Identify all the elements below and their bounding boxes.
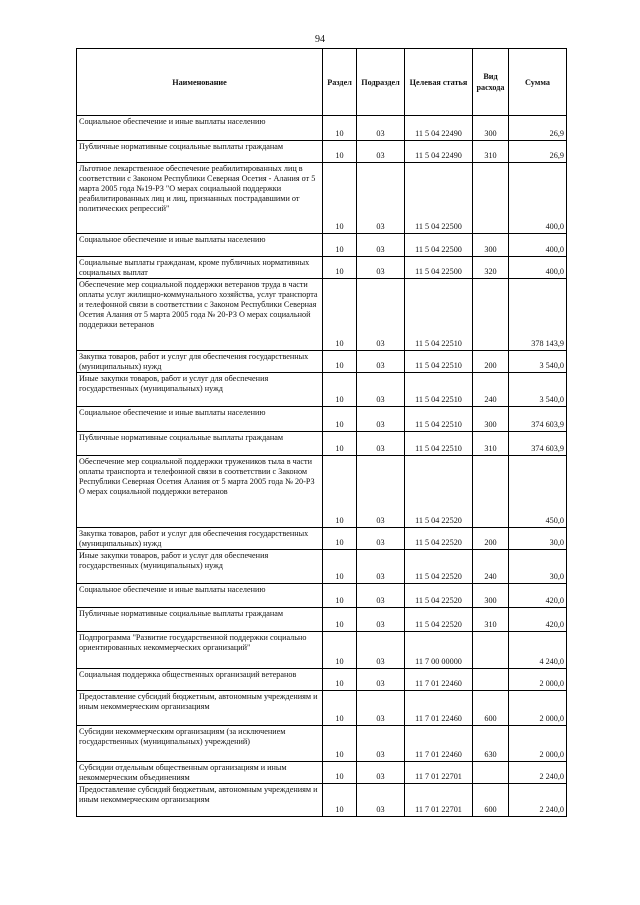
row-target: 11 7 01 22701 [405, 762, 473, 784]
row-subsection: 03 [357, 691, 405, 726]
row-section: 10 [323, 691, 357, 726]
row-expense-type [473, 163, 509, 234]
row-section: 10 [323, 234, 357, 257]
row-amount: 4 240,0 [509, 632, 567, 669]
row-name: Публичные нормативные социальные выплаты гражданам [77, 432, 323, 456]
row-name: Предоставление субсидий бюджетным, автономным учреждениям и иным некоммерческим организациям [77, 784, 323, 817]
table-row [77, 669, 567, 691]
row-subsection: 03 [357, 234, 405, 257]
row-expense-type: 300 [473, 584, 509, 608]
row-target: 11 5 04 22490 [405, 141, 473, 163]
row-subsection: 03 [357, 456, 405, 528]
budget-table [76, 48, 567, 817]
table-row [77, 351, 567, 373]
row-expense-type: 310 [473, 608, 509, 632]
row-section: 10 [323, 669, 357, 691]
table-row [77, 726, 567, 762]
table-row [77, 608, 567, 632]
row-amount: 2 000,0 [509, 726, 567, 762]
row-amount: 3 540,0 [509, 351, 567, 373]
table-row [77, 234, 567, 257]
row-amount: 2 000,0 [509, 691, 567, 726]
row-section: 10 [323, 257, 357, 279]
page-number: 94 [315, 34, 325, 45]
row-section: 10 [323, 279, 357, 351]
row-name: Иные закупки товаров, работ и услуг для обеспечения государственных (муниципальных) нужд [77, 373, 323, 407]
table-row [77, 373, 567, 407]
row-section: 10 [323, 373, 357, 407]
row-expense-type [473, 632, 509, 669]
header-amount: Сумма [509, 49, 567, 116]
row-subsection: 03 [357, 257, 405, 279]
row-amount: 400,0 [509, 234, 567, 257]
row-name: Публичные нормативные социальные выплаты гражданам [77, 608, 323, 632]
row-section: 10 [323, 762, 357, 784]
table-row [77, 407, 567, 432]
row-amount: 420,0 [509, 584, 567, 608]
row-expense-type: 300 [473, 116, 509, 141]
row-subsection: 03 [357, 163, 405, 234]
table-row [77, 550, 567, 584]
row-subsection: 03 [357, 584, 405, 608]
row-target: 11 5 04 22520 [405, 456, 473, 528]
row-section: 10 [323, 351, 357, 373]
row-target: 11 5 04 22500 [405, 257, 473, 279]
header-section: Раздел [323, 49, 357, 116]
table-body [77, 116, 567, 817]
row-target: 11 5 04 22490 [405, 116, 473, 141]
row-section: 10 [323, 784, 357, 817]
row-target: 11 5 04 22520 [405, 550, 473, 584]
row-amount: 400,0 [509, 163, 567, 234]
table-row [77, 257, 567, 279]
header-target: Целевая статья [405, 49, 473, 116]
header-subsection: Подраздел [357, 49, 405, 116]
row-amount: 374 603,9 [509, 407, 567, 432]
row-target: 11 7 00 00000 [405, 632, 473, 669]
row-subsection: 03 [357, 632, 405, 669]
row-name: Подпрограмма "Развитие государственной поддержки социально ориентированных некоммерческих организаций" [77, 632, 323, 669]
row-target: 11 7 01 22460 [405, 691, 473, 726]
row-name: Социальное обеспечение и иные выплаты населению [77, 584, 323, 608]
row-subsection: 03 [357, 762, 405, 784]
row-name: Предоставление субсидий бюджетным, автономным учреждениям и иным некоммерческим организациям [77, 691, 323, 726]
row-section: 10 [323, 432, 357, 456]
row-section: 10 [323, 407, 357, 432]
table-row [77, 762, 567, 784]
row-amount: 2 240,0 [509, 784, 567, 817]
row-subsection: 03 [357, 726, 405, 762]
row-target: 11 5 04 22510 [405, 373, 473, 407]
row-name: Льготное лекарственное обеспечение реабилитированных лиц в соответствии с Законом Республики Северная Осетия - Алания от 5 марта 2005 года №19-РЗ "О мерах социальной поддержки реабилитированных лиц и лиц, признанных пострадавшими от политических репрессий" [77, 163, 323, 234]
row-subsection: 03 [357, 373, 405, 407]
table-row [77, 456, 567, 528]
row-amount: 26,9 [509, 116, 567, 141]
row-name: Закупка товаров, работ и услуг для обеспечения государственных (муниципальных) нужд [77, 351, 323, 373]
row-target: 11 5 04 22500 [405, 234, 473, 257]
table-row [77, 279, 567, 351]
row-target: 11 7 01 22460 [405, 669, 473, 691]
row-amount: 400,0 [509, 257, 567, 279]
row-amount: 2 000,0 [509, 669, 567, 691]
row-target: 11 5 04 22510 [405, 432, 473, 456]
row-expense-type: 600 [473, 784, 509, 817]
row-amount: 26,9 [509, 141, 567, 163]
row-amount: 30,0 [509, 528, 567, 550]
row-amount: 378 143,9 [509, 279, 567, 351]
table-row [77, 584, 567, 608]
row-target: 11 7 01 22701 [405, 784, 473, 817]
table-row [77, 528, 567, 550]
row-subsection: 03 [357, 608, 405, 632]
row-amount: 450,0 [509, 456, 567, 528]
row-expense-type: 300 [473, 407, 509, 432]
row-target: 11 5 04 22510 [405, 279, 473, 351]
row-section: 10 [323, 163, 357, 234]
row-section: 10 [323, 608, 357, 632]
row-target: 11 7 01 22460 [405, 726, 473, 762]
row-section: 10 [323, 632, 357, 669]
row-expense-type: 600 [473, 691, 509, 726]
table-row [77, 116, 567, 141]
row-expense-type [473, 456, 509, 528]
row-expense-type: 310 [473, 432, 509, 456]
row-section: 10 [323, 528, 357, 550]
row-name: Субсидии отдельным общественным организациям и иным некоммерческим объединениям [77, 762, 323, 784]
row-amount: 420,0 [509, 608, 567, 632]
row-expense-type: 240 [473, 373, 509, 407]
row-section: 10 [323, 550, 357, 584]
row-section: 10 [323, 584, 357, 608]
row-section: 10 [323, 141, 357, 163]
row-expense-type: 300 [473, 234, 509, 257]
row-amount: 374 603,9 [509, 432, 567, 456]
header-name: Наименование [77, 49, 323, 116]
row-subsection: 03 [357, 669, 405, 691]
row-subsection: 03 [357, 407, 405, 432]
row-expense-type [473, 669, 509, 691]
row-name: Публичные нормативные социальные выплаты гражданам [77, 141, 323, 163]
row-subsection: 03 [357, 351, 405, 373]
row-subsection: 03 [357, 528, 405, 550]
row-section: 10 [323, 116, 357, 141]
table-row [77, 141, 567, 163]
row-expense-type: 310 [473, 141, 509, 163]
row-target: 11 5 04 22510 [405, 407, 473, 432]
table-row [77, 784, 567, 817]
row-subsection: 03 [357, 141, 405, 163]
row-amount: 30,0 [509, 550, 567, 584]
table-row [77, 632, 567, 669]
row-name: Социальная поддержка общественных организаций ветеранов [77, 669, 323, 691]
row-expense-type: 240 [473, 550, 509, 584]
row-section: 10 [323, 726, 357, 762]
row-subsection: 03 [357, 116, 405, 141]
row-name: Социальное обеспечение и иные выплаты населению [77, 234, 323, 257]
table-row [77, 432, 567, 456]
row-subsection: 03 [357, 432, 405, 456]
table-row [77, 691, 567, 726]
row-name: Субсидии некоммерческим организациям (за исключением государственных (муниципальных) учреждений) [77, 726, 323, 762]
row-name: Иные закупки товаров, работ и услуг для обеспечения государственных (муниципальных) нужд [77, 550, 323, 584]
row-target: 11 5 04 22520 [405, 584, 473, 608]
table-row [77, 163, 567, 234]
row-subsection: 03 [357, 550, 405, 584]
row-name: Закупка товаров, работ и услуг для обеспечения государственных (муниципальных) нужд [77, 528, 323, 550]
row-expense-type [473, 279, 509, 351]
row-name: Социальные выплаты гражданам, кроме публичных нормативных социальных выплат [77, 257, 323, 279]
row-name: Обеспечение мер социальной поддержки тружеников тыла в части оплаты транспорта и телефонной связи в соответствии с Законом Республики Северная Осетия Алания от 5 марта 2005 года № 20-РЗ О мерах социальной поддержки ветеранов [77, 456, 323, 528]
row-name: Социальное обеспечение и иные выплаты населению [77, 407, 323, 432]
header-expense-type: Вид расхода [473, 49, 509, 116]
row-name: Социальное обеспечение и иные выплаты населению [77, 116, 323, 141]
row-expense-type: 320 [473, 257, 509, 279]
row-expense-type: 630 [473, 726, 509, 762]
row-target: 11 5 04 22520 [405, 608, 473, 632]
row-expense-type: 200 [473, 351, 509, 373]
table-header-row [77, 49, 567, 116]
row-expense-type [473, 762, 509, 784]
row-name: Обеспечение мер социальной поддержки ветеранов труда в части оплаты услуг жилищно-коммунального хозяйства, услуг транспорта и телефонной связи в соответствии с Законом Республики Северная Осетия Алания от 5 марта 2005 года № 20-РЗ О мерах социальной поддержки ветеранов [77, 279, 323, 351]
row-amount: 2 240,0 [509, 762, 567, 784]
row-subsection: 03 [357, 784, 405, 817]
row-target: 11 5 04 22510 [405, 351, 473, 373]
row-expense-type: 200 [473, 528, 509, 550]
row-subsection: 03 [357, 279, 405, 351]
row-target: 11 5 04 22500 [405, 163, 473, 234]
row-amount: 3 540,0 [509, 373, 567, 407]
row-target: 11 5 04 22520 [405, 528, 473, 550]
row-section: 10 [323, 456, 357, 528]
